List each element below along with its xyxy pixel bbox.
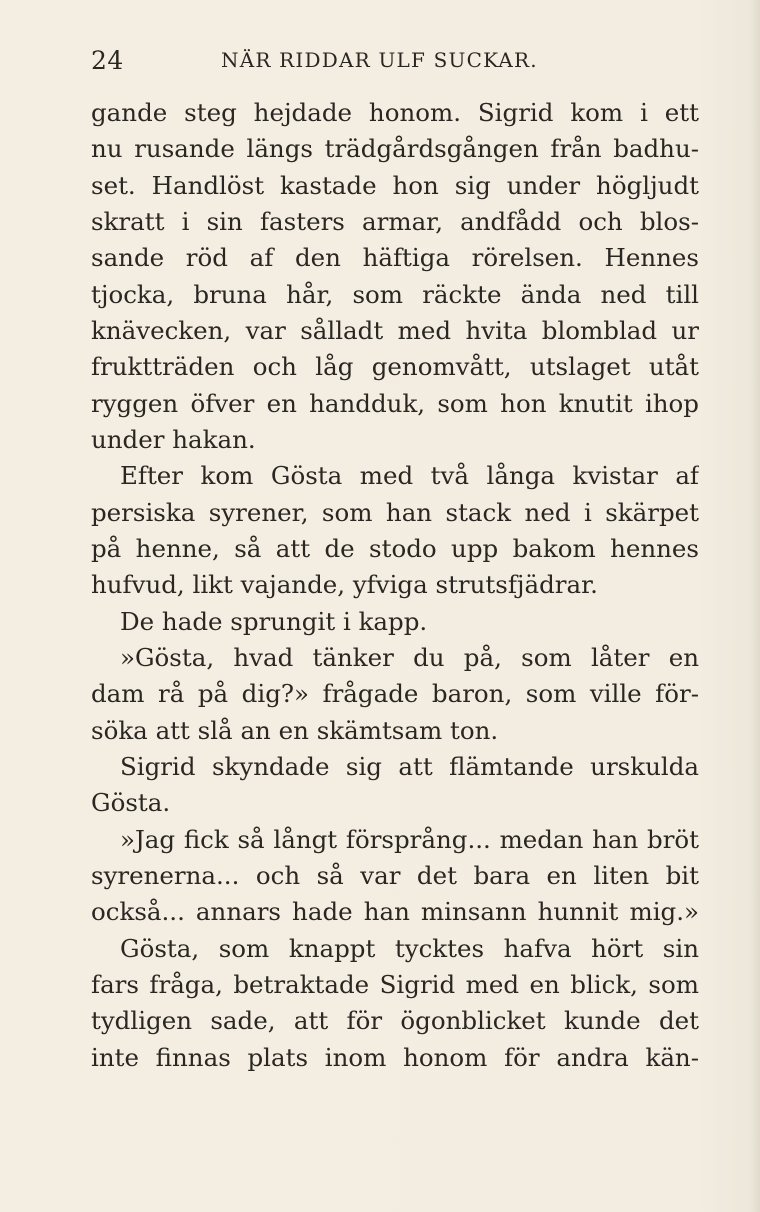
text-line: persiska syrener, som han stack ned i skärpet <box>91 497 699 527</box>
text-line: set. Handlöst kastade hon sig under högljudt <box>91 170 699 200</box>
page-number: 24 <box>91 46 124 75</box>
text-line: också... annars hade han minsann hunnit mig.» <box>91 897 699 927</box>
text-line: fars fråga, betraktade Sigrid med en blick, som <box>91 969 699 999</box>
text-line: under hakan. <box>91 424 256 454</box>
running-title: NÄR RIDDAR ULF SUCKAR. <box>221 48 538 72</box>
paragraph-start-line: De hade sprungit i kapp. <box>120 606 428 636</box>
paragraph-start-line: Gösta, som knappt tycktes hafva hört sin <box>120 933 699 963</box>
text-line: hufvud, likt vajande, yfviga strutsfjädrar. <box>91 570 598 600</box>
text-line: dam rå på dig?» frågade baron, som ville för- <box>91 679 699 709</box>
text-line: fruktträden och låg genomvått, utslaget utåt <box>91 352 699 382</box>
paragraph-start-line: Sigrid skyndade sig att flämtande urskulda <box>120 751 699 781</box>
text-line: nu rusande längs trädgårdsgången från badhu- <box>91 134 699 164</box>
text-line: ryggen öfver en handduk, som hon knutit ihop <box>91 388 699 418</box>
text-line: skratt i sin fasters armar, andfådd och blos- <box>91 206 699 236</box>
paragraph-start-line: »Gösta, hvad tänker du på, som låter en <box>120 642 699 672</box>
text-line: söka att slå an en skämtsam ton. <box>91 715 499 745</box>
text-line: Gösta. <box>91 788 171 818</box>
page-header <box>91 46 699 80</box>
text-line: tjocka, bruna hår, som räckte ända ned till <box>91 279 699 309</box>
text-line: knävecken, var sålladt med hvita blomblad ur <box>91 315 699 345</box>
text-line: inte finnas plats inom honom för andra kän- <box>91 1042 699 1072</box>
paragraph-start-line: Efter kom Gösta med två långa kvistar af <box>120 461 699 491</box>
paragraph-start-line: »Jag fick så långt försprång... medan han bröt <box>120 824 699 854</box>
text-line: på henne, så att de stodo upp bakom hennes <box>91 533 699 563</box>
text-line: tydligen sade, att för ögonblicket kunde det <box>91 1006 699 1036</box>
text-line: gande steg hejdade honom. Sigrid kom i ett <box>91 98 699 127</box>
text-line: sande röd af den häftiga rörelsen. Hennes <box>91 243 699 273</box>
body-text <box>91 95 699 1076</box>
text-line: syrenerna... och så var det bara en liten bit <box>91 860 699 890</box>
page-edge-shadow <box>750 0 760 1212</box>
